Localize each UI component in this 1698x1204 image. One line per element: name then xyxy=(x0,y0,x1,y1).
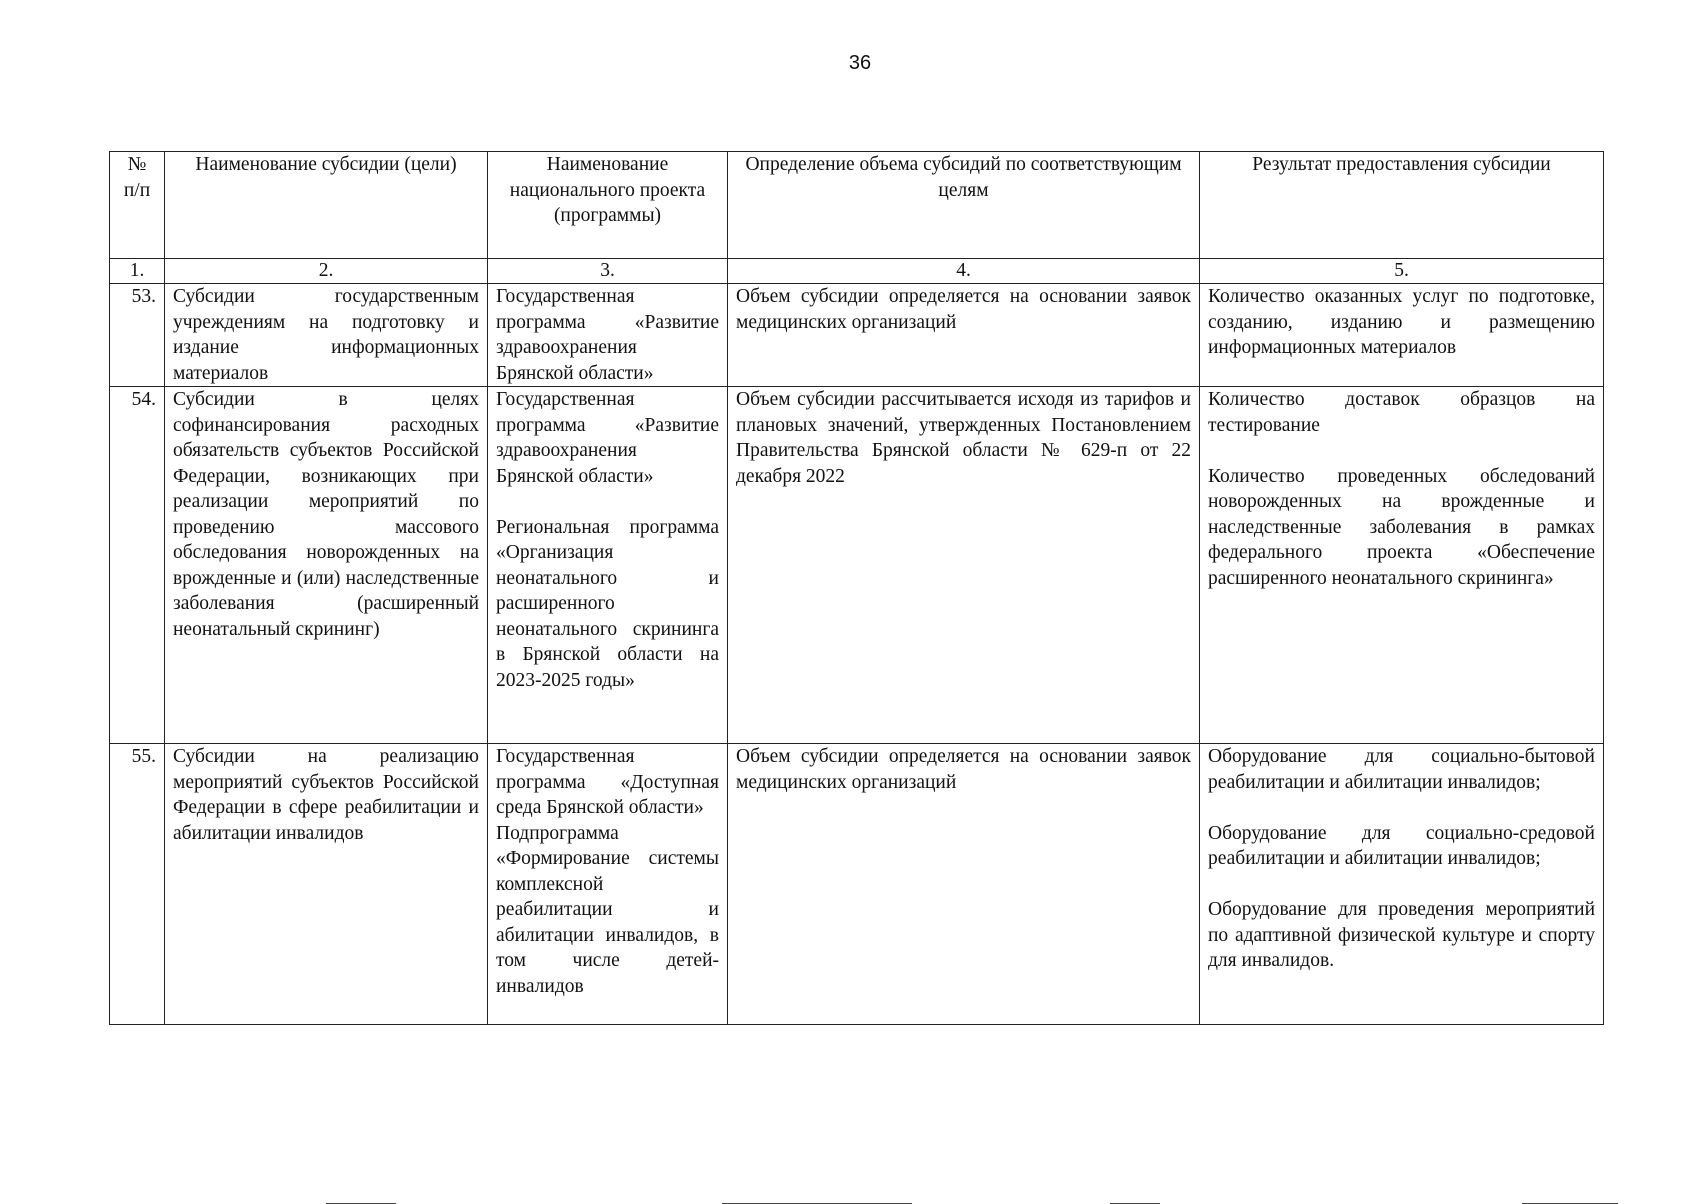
project-paragraph: Подпрограмма «Формирование системы комплексной реабилитации и абилитации инвалидов, в том числе детей-инвалидов xyxy=(496,822,719,997)
column-number: 5. xyxy=(1200,259,1604,284)
table-row xyxy=(110,387,1604,744)
project-paragraph: Государственная программа «Доступная среда Брянской области» xyxy=(496,746,719,818)
result-paragraph: Количество доставок образцов на тестирование xyxy=(1208,389,1595,436)
project-paragraph: Региональная программа «Организация неонатального и расширенного неонатального скрининга в Брянской области на 2023-2025 годы» xyxy=(496,516,719,691)
header-volume-definition: Определение объема субсидий по соответствующим целям xyxy=(728,152,1200,259)
table-row xyxy=(110,744,1604,1025)
table-header-row xyxy=(110,152,1604,259)
result-paragraph: Количество оказанных услуг по подготовке, созданию, изданию и размещению информационных материалов xyxy=(1208,286,1595,358)
row-number: 55. xyxy=(110,744,165,1025)
project-paragraph: Государственная программа «Развитие здравоохранения Брянской области» xyxy=(496,286,719,384)
project-name xyxy=(488,387,728,744)
subsidy-name: Субсидии государственным учреждениям на подготовку и издание информационных материалов xyxy=(165,284,488,387)
column-number: 3. xyxy=(488,259,728,284)
subsidy-result xyxy=(1200,284,1604,387)
header-result: Результат предоставления субсидии xyxy=(1200,152,1604,259)
result-paragraph: Оборудование для социально-бытовой реабилитации и абилитации инвалидов; xyxy=(1208,746,1595,793)
row-number: 54. xyxy=(110,387,165,744)
subsidy-result xyxy=(1200,387,1604,744)
page-number: 36 xyxy=(848,52,872,74)
subsidy-table xyxy=(109,151,1604,1025)
subsidy-name: Субсидии в целях софинансирования расходных обязательств субъектов Российской Федерации, возникающих при реализации мероприятий по проведению массового обследования новорожденных на врожденные и (или) наследственные заболевания (расширенный неонатальный скрининг) xyxy=(165,387,488,744)
column-number: 2. xyxy=(165,259,488,284)
header-number: № п/п xyxy=(110,152,165,259)
subsidy-result xyxy=(1200,744,1604,1025)
column-number: 4. xyxy=(728,259,1200,284)
project-paragraph: Государственная программа «Развитие здравоохранения Брянской области» xyxy=(496,389,719,487)
volume-definition: Объем субсидии определяется на основании заявок медицинских организаций xyxy=(728,744,1200,1025)
header-subsidy-name: Наименование субсидии (цели) xyxy=(165,152,488,259)
column-number: 1. xyxy=(110,259,165,284)
header-project-name: Наименование национального проекта (программы) xyxy=(488,152,728,259)
volume-definition: Объем субсидии рассчитывается исходя из тарифов и плановых значений, утвержденных Постановлением Правительства Брянской области № 629-п от 22 декабря 2022 xyxy=(728,387,1200,744)
project-name xyxy=(488,744,728,1025)
column-numbers-row xyxy=(110,259,1604,284)
result-paragraph: Оборудование для проведения мероприятий по адаптивной физической культуре и спорту для инвалидов. xyxy=(1208,899,1595,971)
table-row xyxy=(110,284,1604,387)
subsidy-name: Субсидии на реализацию мероприятий субъектов Российской Федерации в сфере реабилитации и абилитации инвалидов xyxy=(165,744,488,1025)
result-paragraph: Количество проведенных обследований новорожденных на врожденные и наследственные заболевания в рамках федерального проекта «Обеспечение расширенного неонатального скрининга» xyxy=(1208,465,1595,589)
result-paragraph: Оборудование для социально-средовой реабилитации и абилитации инвалидов; xyxy=(1208,822,1595,869)
project-name xyxy=(488,284,728,387)
volume-definition: Объем субсидии определяется на основании заявок медицинских организаций xyxy=(728,284,1200,387)
row-number: 53. xyxy=(110,284,165,387)
